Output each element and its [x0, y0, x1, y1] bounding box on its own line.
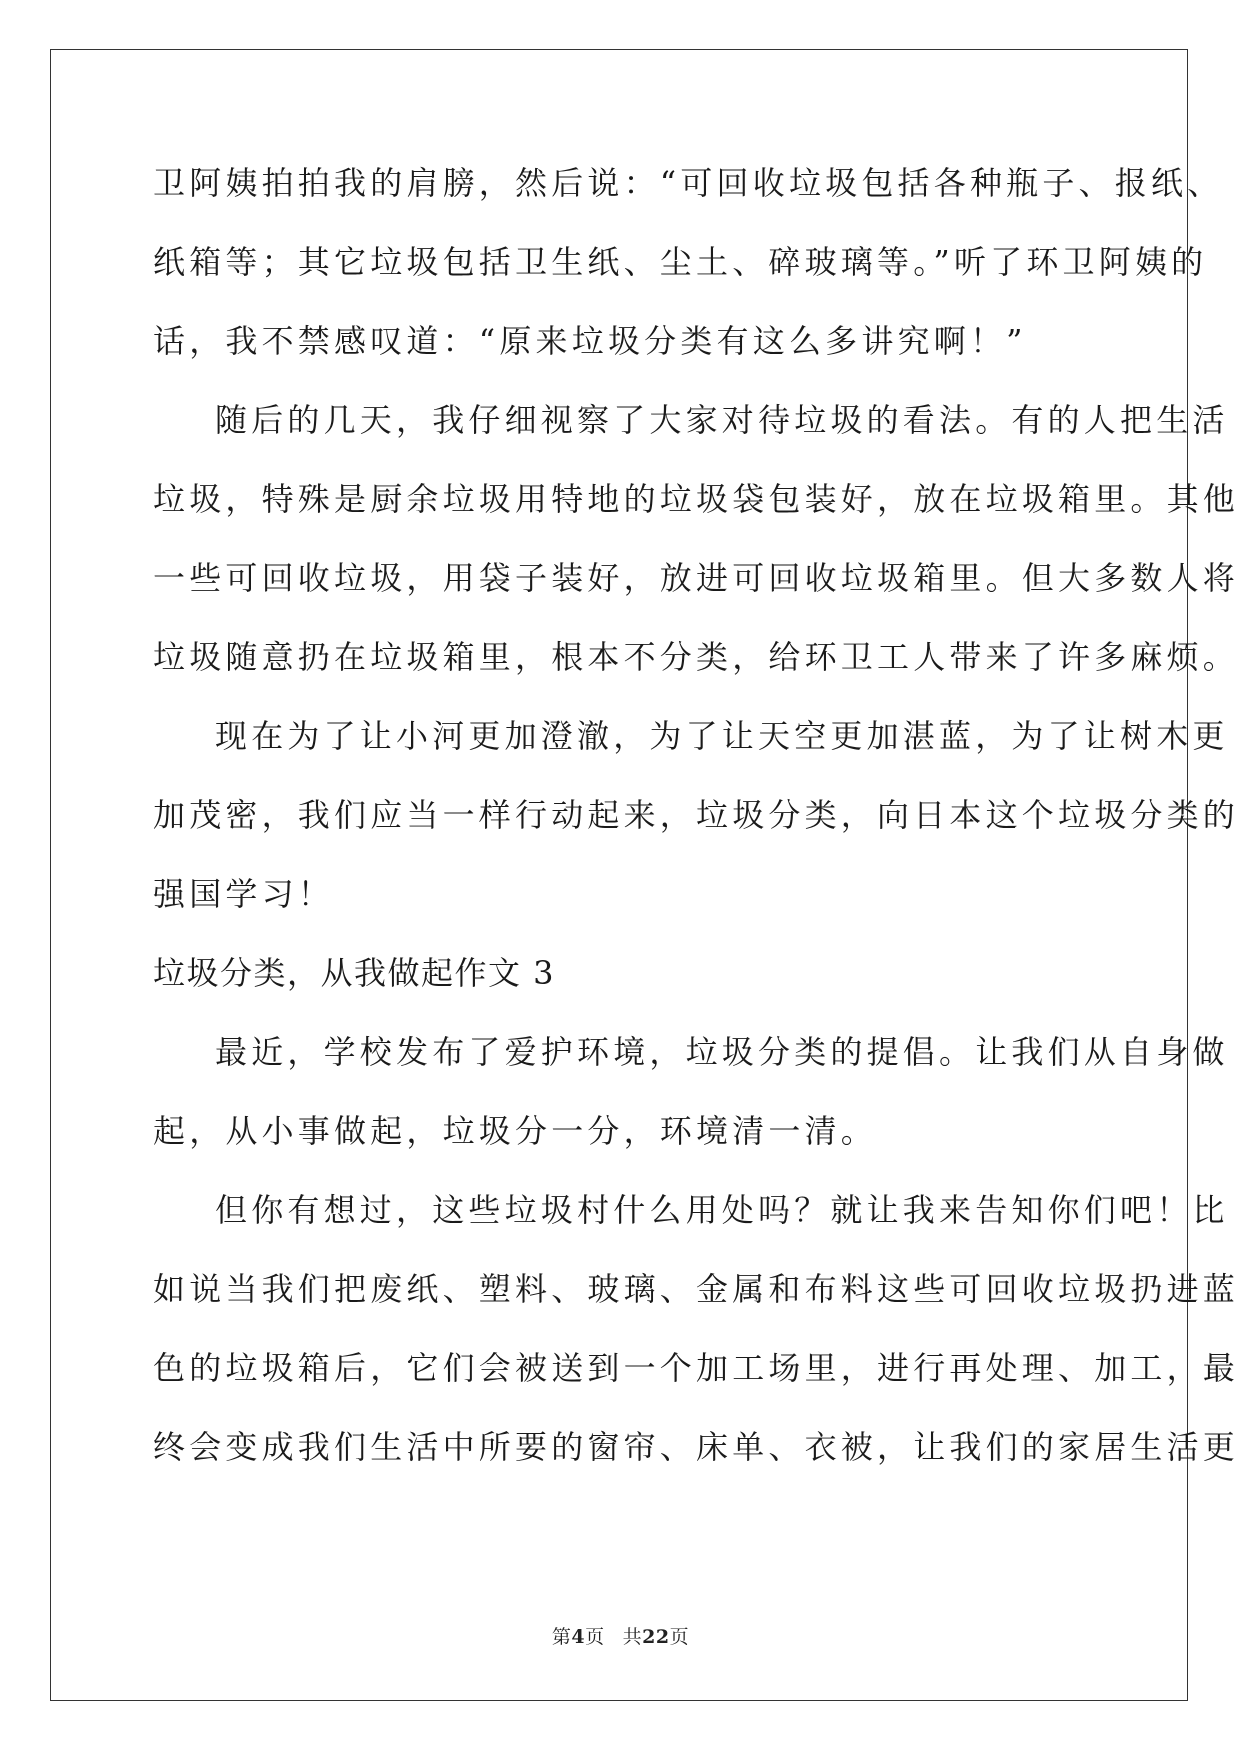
text-line: 垃圾，特殊是厨余垃圾用特地的垃圾袋包装好，放在垃圾箱里。其他 — [153, 480, 1240, 518]
text-line: 随后的几天，我仔细视察了大家对待垃圾的看法。有的人把生活 — [215, 401, 1229, 439]
text-line: 终会变成我们生活中所要的窗帘、床单、衣被，让我们的家居生活更 — [153, 1428, 1240, 1466]
text-line: 强国学习！ — [153, 875, 335, 913]
total-prefix: 共 — [622, 1626, 643, 1648]
page-suffix: 页 — [585, 1626, 605, 1648]
text-line: 一些可回收垃圾，用袋子装好，放进可回收垃圾箱里。但大多数人将 — [153, 559, 1240, 597]
text-line: 垃圾随意扔在垃圾箱里，根本不分类，给环卫工人带来了许多麻烦。 — [153, 638, 1240, 676]
text-line: 最近，学校发布了爱护环境，垃圾分类的提倡。让我们从自身做 — [215, 1033, 1229, 1071]
page-prefix: 第 — [551, 1626, 572, 1648]
text-line: 话，我不禁感叹道：“原来垃圾分类有这么多讲究啊！” — [153, 322, 1027, 360]
text-line: 起，从小事做起，垃圾分一分，环境清一清。 — [153, 1112, 878, 1150]
text-line: 现在为了让小河更加澄澈，为了让天空更加湛蓝，为了让树木更 — [215, 717, 1229, 755]
total-pages: 22 — [642, 1626, 670, 1648]
text-line: 加茂密，我们应当一样行动起来，垃圾分类，向日本这个垃圾分类的 — [153, 796, 1240, 834]
document-body — [153, 158, 1240, 1501]
section-heading: 垃圾分类，从我做起作文 3 — [153, 954, 556, 992]
text-line: 但你有想过，这些垃圾村什么用处吗？就让我来告知你们吧！比 — [215, 1191, 1229, 1229]
text-line: 如说当我们把废纸、塑料、玻璃、金属和布料这些可回收垃圾扔进蓝 — [153, 1270, 1240, 1308]
total-suffix: 页 — [669, 1626, 690, 1648]
page-number: 4 — [571, 1626, 586, 1648]
text-line: 色的垃圾箱后，它们会被送到一个加工场里，进行再处理、加工，最 — [153, 1349, 1240, 1387]
page-footer — [0, 1622, 1241, 1649]
text-line: 纸箱等；其它垃圾包括卫生纸、尘土、碎玻璃等。”听了环卫阿姨的 — [153, 243, 1208, 281]
text-line: 卫阿姨拍拍我的肩膀，然后说：“可回收垃圾包括各种瓶子、报纸、 — [153, 164, 1224, 202]
